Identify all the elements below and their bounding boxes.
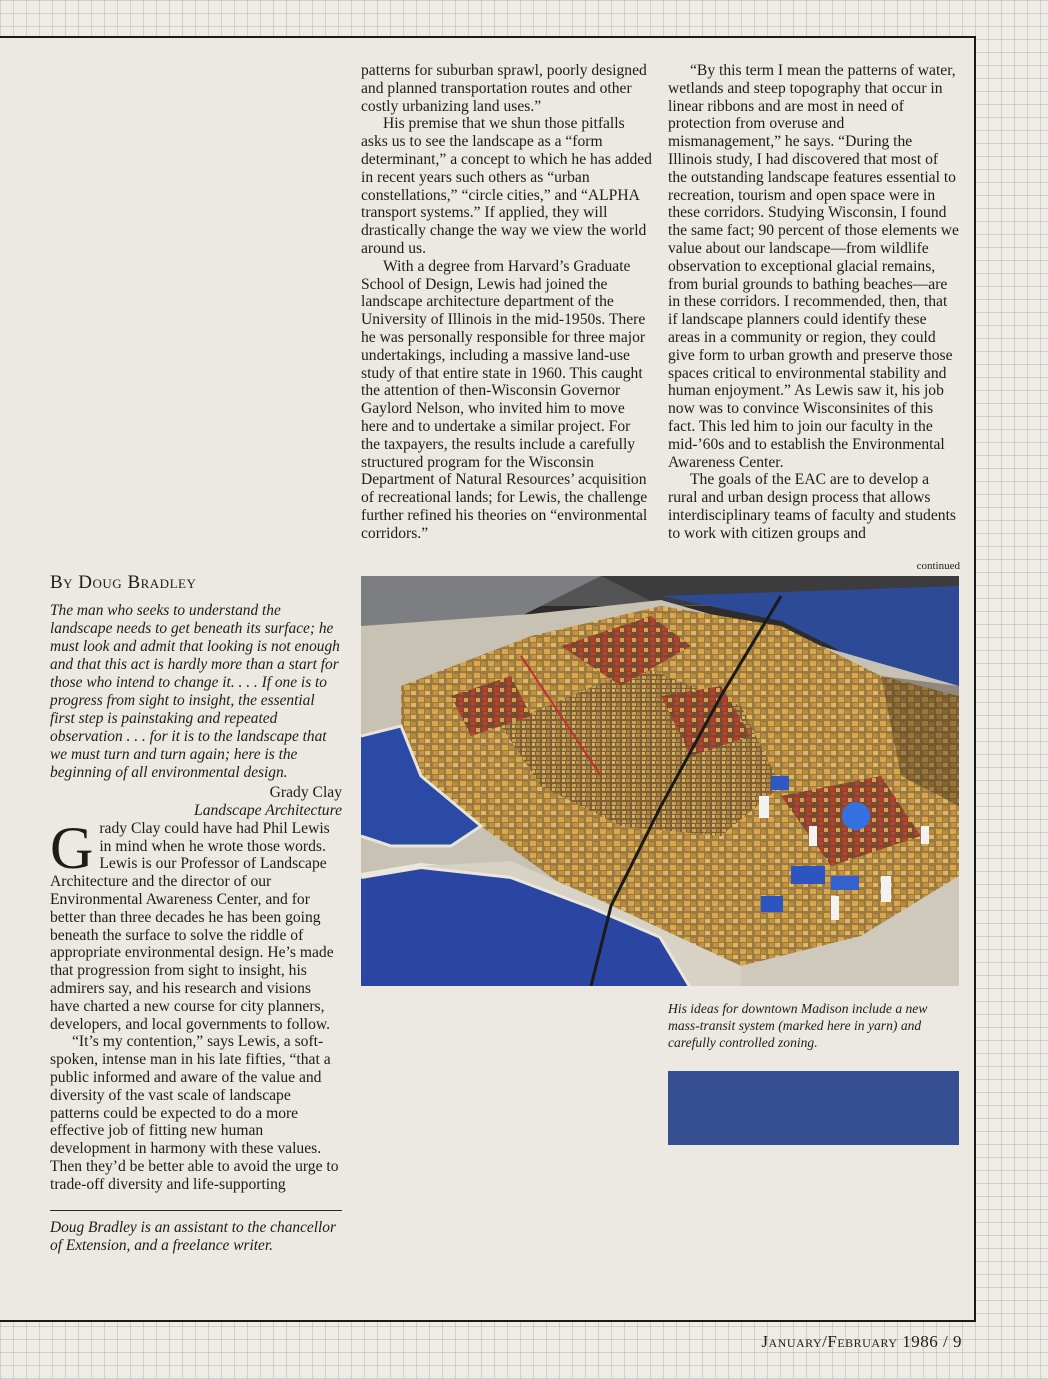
epigraph-attribution — [50, 784, 342, 820]
epigraph-author: Grady Clay — [269, 783, 342, 801]
epigraph-source: Landscape Architecture — [194, 801, 342, 819]
body-paragraph-6: “By this term I mean the patterns of water, wetlands and steep topography that occur in linear ribbons and are most in need of protection from overuse and mismanagement,” he says. “During the Illinois study, I had discovered that most of the outstanding landscape features essential to recreation, tourism and open space were in these corridors. Studying Wisconsin, I found the same fact; 90 percent of those elements we value about our landscape—from wildlife observation to exceptional glacial remains, from burial grounds to bathing beaches—are in these corridors. I recommended, then, that if landscape planners could identify these areas in a community or region, they could give form to urban growth and preserve those spaces critical to environmental stability and human enjoyment.” As Lewis saw it, his job now was to convince Wisconsinites of this fact. This led him to join our faculty in the mid-’60s and to establish the Environmental Awareness Center. — [668, 62, 959, 471]
author-note-rule — [50, 1210, 342, 1211]
right-column — [668, 62, 960, 543]
author-note: Doug Bradley is an assistant to the chancellor of Extension, and a freelance writer. — [50, 1218, 336, 1254]
city-model-illustration — [361, 576, 959, 986]
body-paragraph-2: “It’s my contention,” says Lewis, a soft-spoken, intense man in his late fifties, “that a public informed and aware of the value and diversity of the vast scale of landscape patterns could be expected to do a more effective job of fitting new human development in harmony with these values. Then they’d be better able to avoid the urge to trade-off diversity and life-supporting — [50, 1033, 339, 1193]
byline: By Doug Bradley — [50, 572, 197, 593]
body-paragraph-1-text: rady Clay could have had Phil Lewis in mind when he wrote those words. Lewis is our Professor of Landscape Architecture and the director of our Environmental Awareness Center, and for better than three decades he has been going beneath the surface to solve the riddle of appropriate environmental design. He’s made that progression from sight to insight, his admirers say, and his research and visions have charted a new course for city planners, developers, and local governments to follow. — [50, 819, 334, 1033]
photo-caption: His ideas for downtown Madison include a new mass-transit system (marked here in yarn) and carefully controlled zoning. — [668, 1001, 928, 1050]
drop-cap: G — [50, 814, 94, 881]
body-paragraph-1 — [50, 814, 342, 1034]
body-paragraph-3: patterns for suburban sprawl, poorly designed and planned transportation routes and other costly urbanizing land uses.” — [361, 62, 647, 115]
middle-column — [361, 62, 653, 543]
epigraph-text: The man who seeks to understand the landscape needs to get beneath its surface; he must look and admit that looking is not enough and that this act is hardly more than a start for those who intend to change it. . . . If one is to progress from sight to insight, the essential first step is painstaking and repeated observation . . . for it is to the landscape that we must turn and turn again; here is the beginning of all environmental design. — [50, 601, 340, 781]
body-paragraph-4: His premise that we shun those pitfalls asks us to see the landscape as a “form determinant,” a concept to which he has added in recent years such others as “urban constellations,” “circle cities,” and “ALPHA transport systems.” If applied, they will drastically change the way we view the world around us. — [361, 115, 652, 257]
blue-color-block — [668, 1071, 959, 1145]
body-paragraph-7: The goals of the EAC are to develop a rural and urban design process that allows interdisciplinary teams of faculty and students to work with citizen groups and — [668, 471, 956, 542]
continued-label: continued — [916, 560, 960, 572]
page-folio: January/February 1986 / 9 — [761, 1332, 962, 1351]
body-paragraph-5: With a degree from Harvard’s Graduate School of Design, Lewis had joined the landscape architecture department of the University of Illinois in the mid-1950s. There he was personally responsible for three major undertakings, including a massive land-use study of that entire state in 1960. This caught the attention of then-Wisconsin Governor Gaylord Nelson, who invited him to move here and to undertake a similar project. For the taxpayers, the results include a carefully structured program for the Wisconsin Department of Natural Resources’ acquisition of recreational lands; for Lewis, the challenge further refined his theories on “environmental corridors.” — [361, 257, 648, 542]
left-column — [50, 574, 342, 1255]
city-model-photo — [361, 576, 959, 986]
